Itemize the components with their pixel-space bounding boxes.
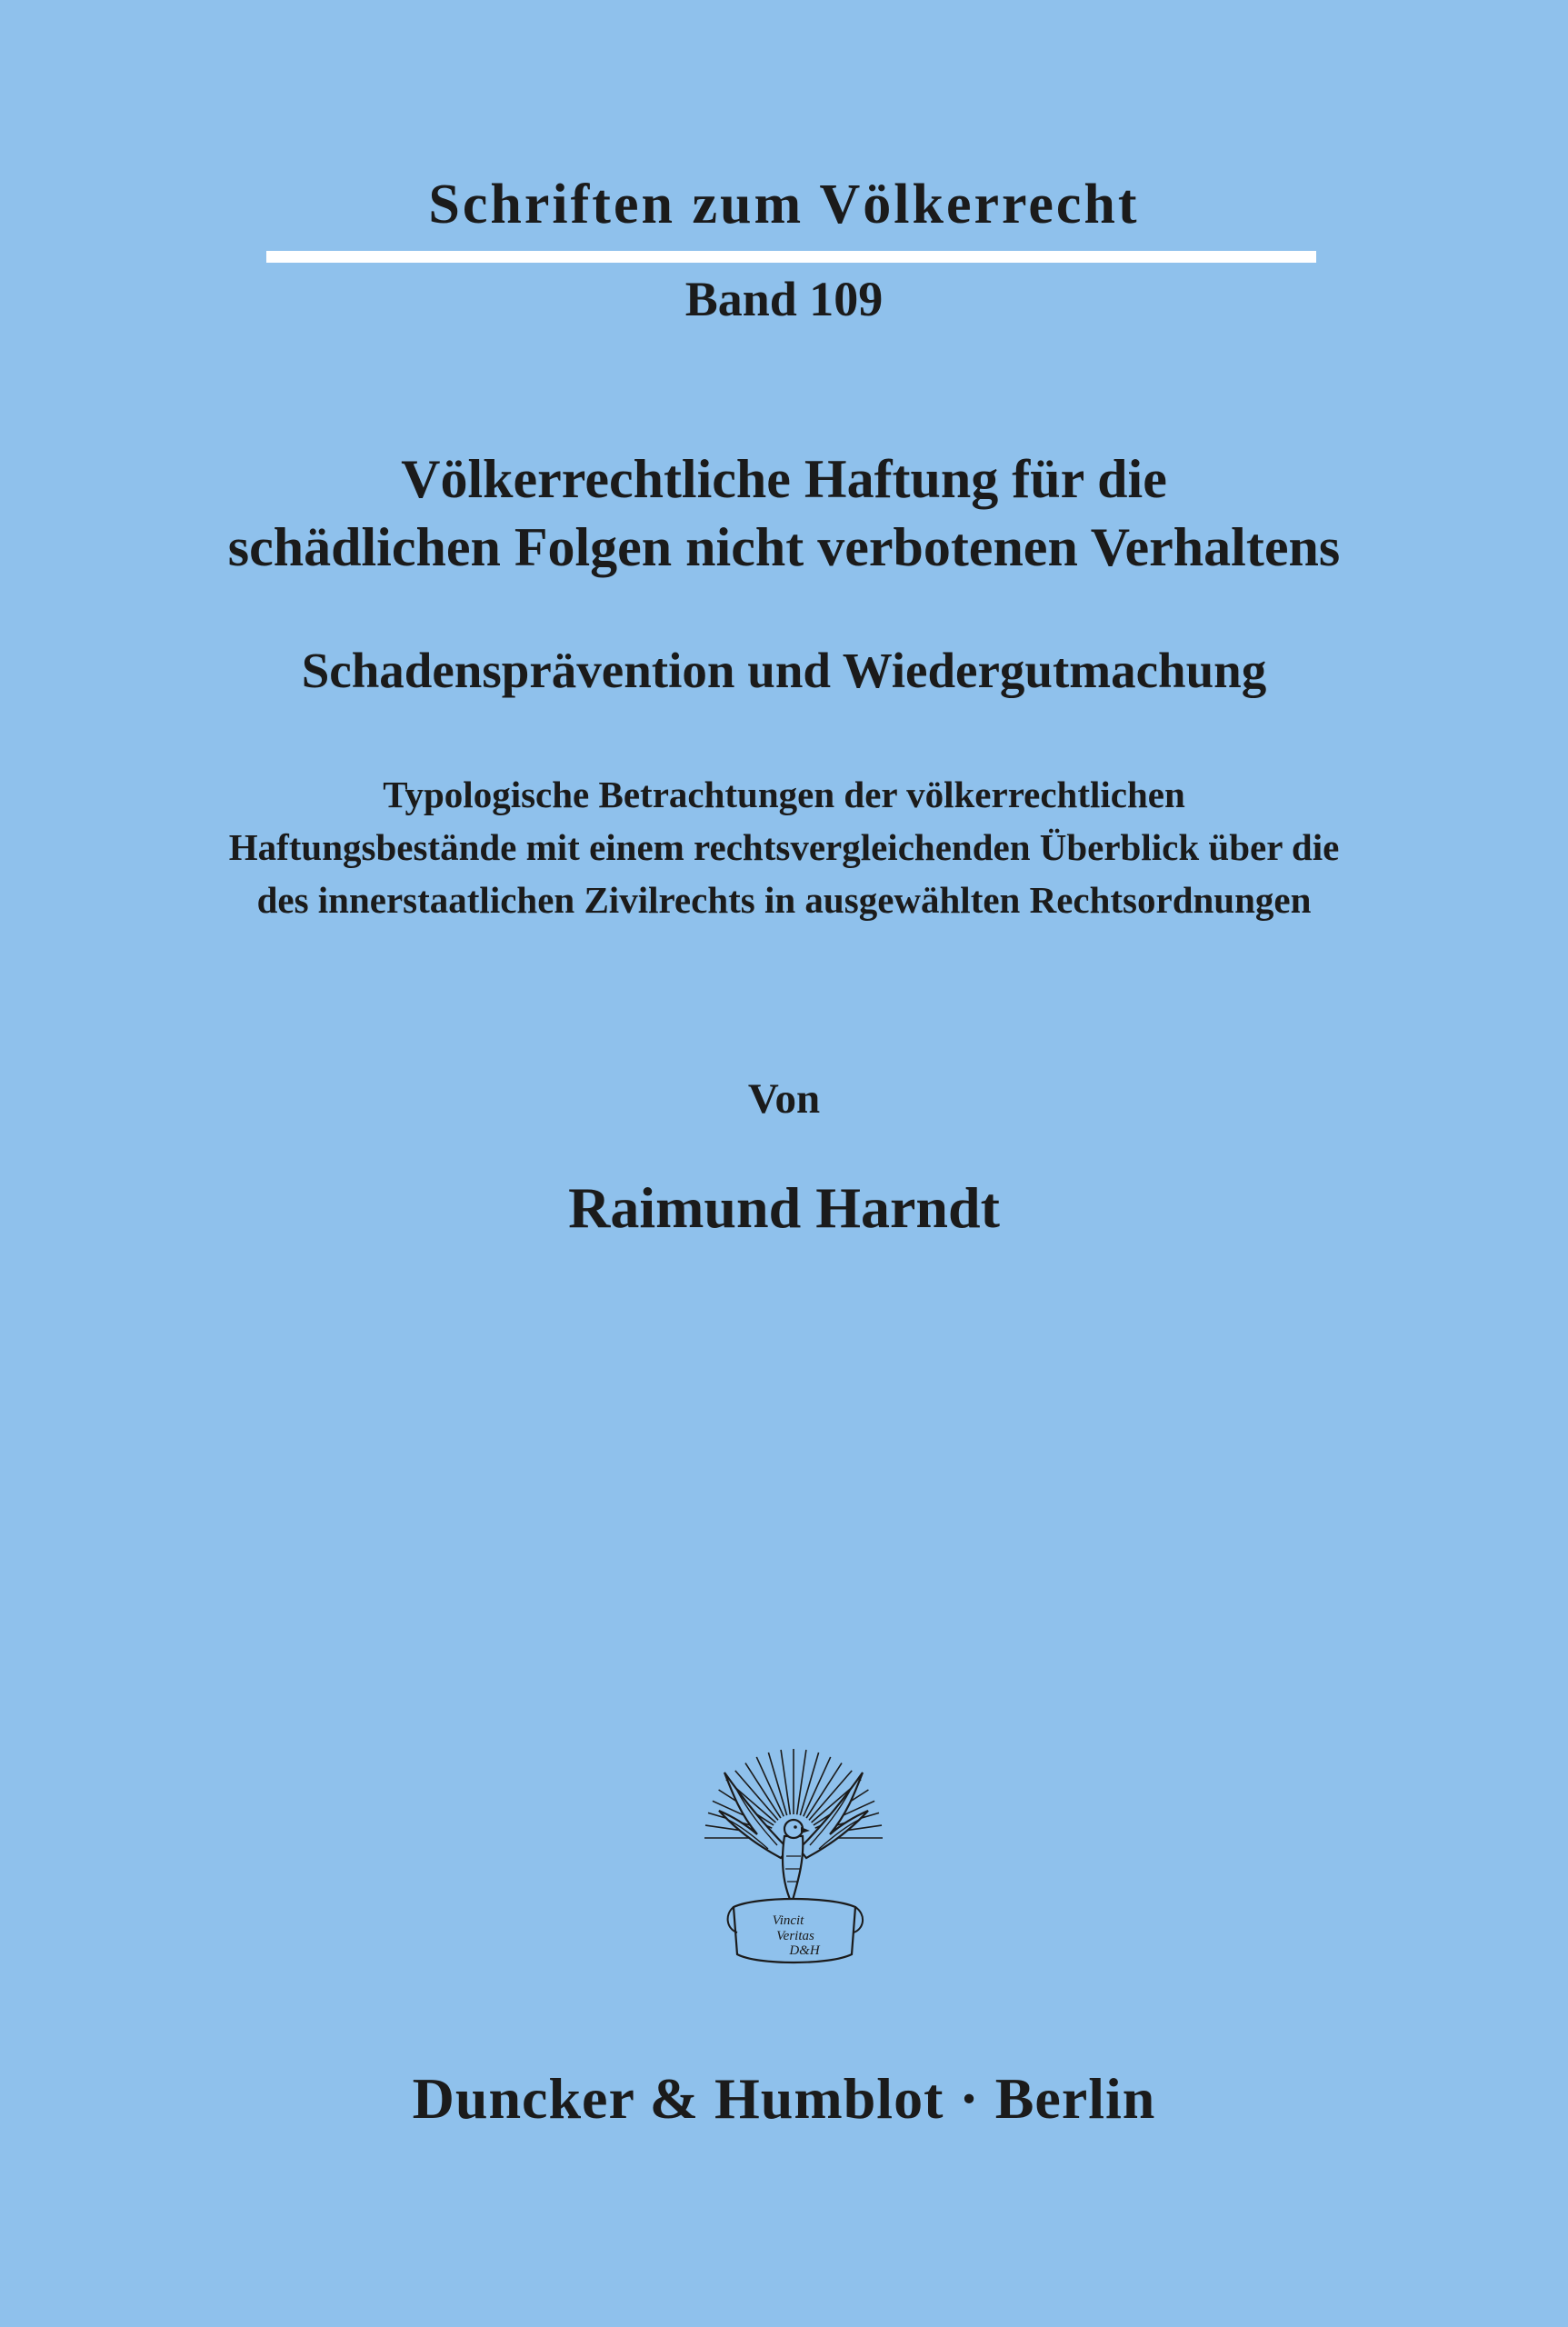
emblem-ray [768,1753,786,1815]
series-title: Schriften zum Völkerrecht [428,174,1140,235]
author-by-label: Von [747,1075,821,1123]
publisher-imprint: Duncker & Humblot · Berlin [412,2066,1156,2131]
logo-motto-line-2: Veritas [776,1929,814,1943]
logo-motto-line-1: Vincit [772,1913,804,1928]
book-title-line-2: schädlichen Folgen nicht verbotenen Verhaltens [227,517,1341,577]
emblem-ray [781,1750,790,1814]
book-description-line-1: Typologische Betrachtungen der völkerrechtlichen [383,774,1185,815]
emblem-ray [800,1753,818,1815]
series-divider [266,251,1316,263]
book-subtitle: Schadensprävention und Wiedergutmachung [301,643,1267,698]
logo-initials: D&H [789,1943,820,1958]
book-description-line-2: Haftungsbestände mit einem rechtsvergleichenden Überblick über die [228,826,1340,868]
emblem-ray [797,1750,806,1814]
book-description-line-3: des innerstaatlichen Zivilrechts in ausgewählten Rechtsordnungen [256,879,1312,921]
eagle-emblem-icon [694,1747,894,1979]
author-name: Raimund Harndt [568,1175,1000,1240]
book-title-line-1: Völkerrechtliche Haftung für die [401,449,1167,509]
volume-number: Band 109 [684,272,884,326]
